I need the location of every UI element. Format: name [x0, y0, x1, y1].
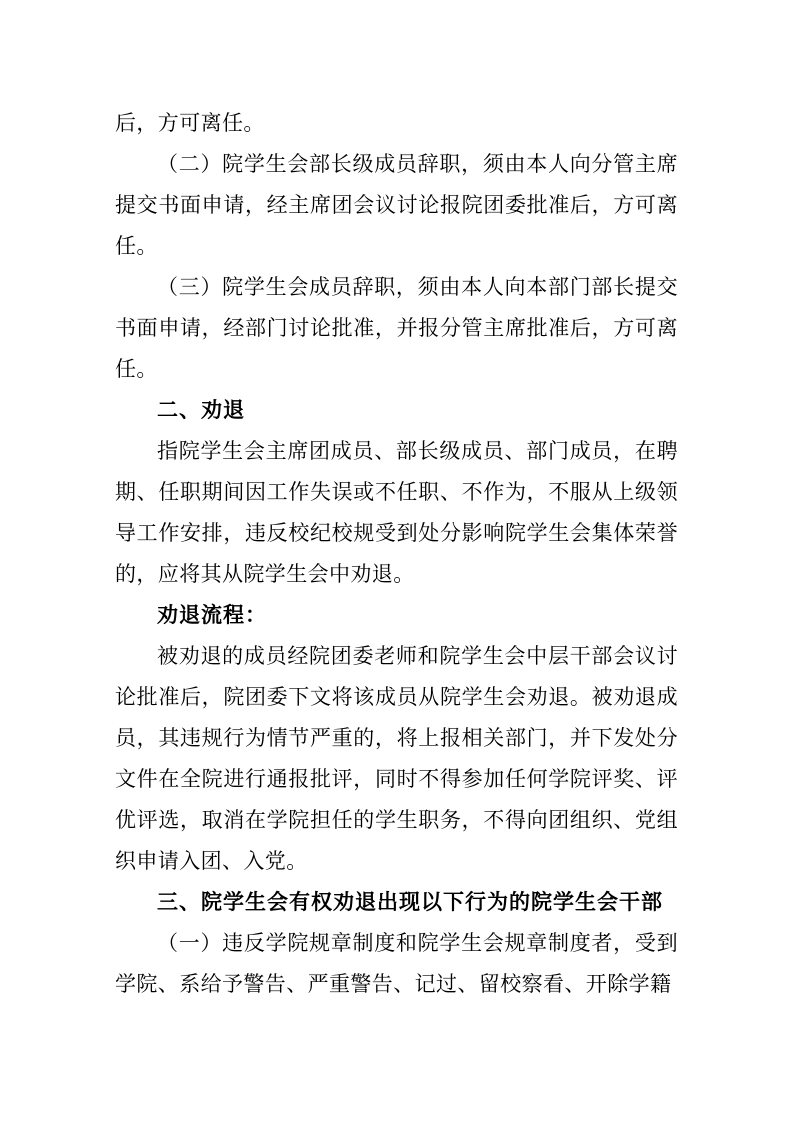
body-paragraph: 后，方可离任。	[115, 111, 265, 135]
section-heading: 三、院学生会有权劝退出现以下行为的院学生会干部	[157, 891, 663, 914]
section-heading: 劝退流程：	[157, 604, 267, 627]
body-paragraph: 被劝退的成员经院团委老师和院学生会中层干部会议讨论批准后，院团委下文将该成员从院学生会劝退。被劝退成员，其违规行为情节严重的，将上报相关部门，并下发处分文件在全院进行通报批评，同时不得参加任何学院评奖、评优评选，取消在学院担任的学生职务，不得向团组织、党组织申请入团、入党。	[115, 644, 678, 873]
body-paragraph: （三）院学生会成员辞职，须由本人向本部门部长提交书面申请，经部门讨论批准，并报分管主席批准后，方可离任。	[115, 275, 678, 381]
body-paragraph: （二）院学生会部长级成员辞职，须由本人向分管主席提交书面申请，经主席团会议讨论报院团委批准后，方可离任。	[115, 152, 678, 258]
body-paragraph: （一）违反学院规章制度和院学生会规章制度者，受到学院、系给予警告、严重警告、记过、留校察看、开除学籍	[115, 931, 678, 996]
body-paragraph: 指院学生会主席团成员、部长级成员、部门成员，在聘期、任职期间因工作失误或不任职、不作为，不服从上级领导工作安排，违反校纪校规受到处分影响院学生会集体荣誉的，应将其从院学生会中劝退。	[115, 439, 678, 586]
section-heading: 二、劝退	[157, 399, 245, 422]
